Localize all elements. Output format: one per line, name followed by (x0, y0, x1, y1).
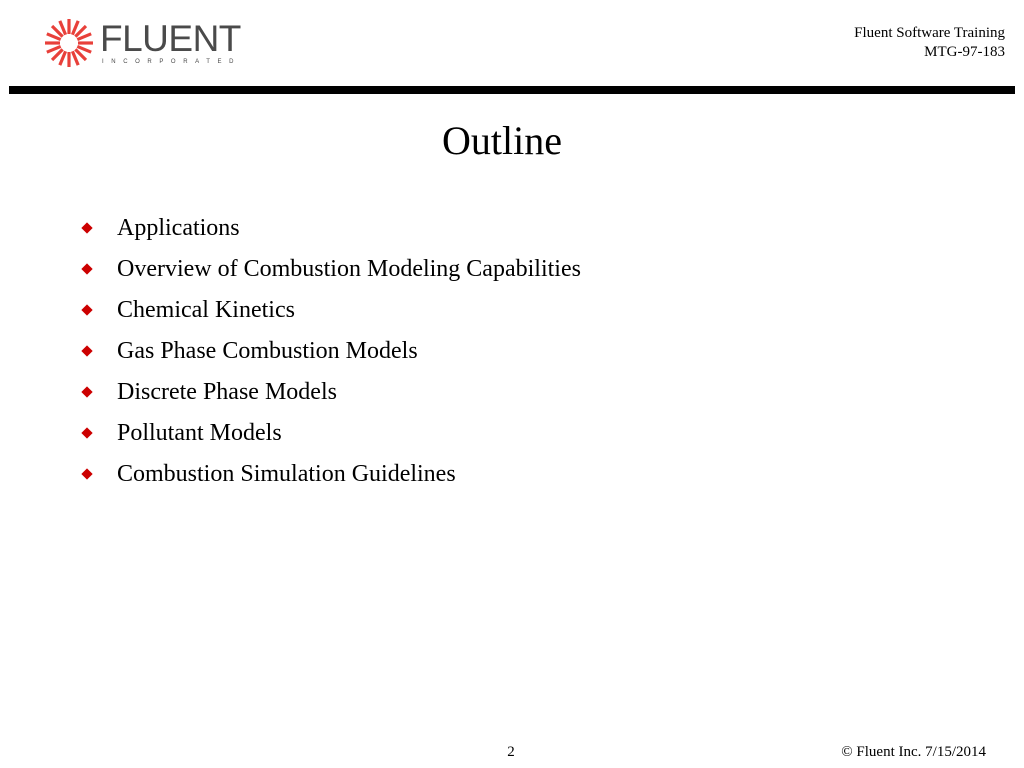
outline-item (80, 290, 581, 331)
outline-item (80, 331, 581, 372)
header-course-title: Fluent Software Training (854, 25, 1005, 41)
header-info (854, 24, 1005, 62)
header-course-code: MTG-97-183 (924, 44, 1005, 60)
diamond-bullet-icon (81, 468, 92, 479)
outline-item (80, 372, 581, 413)
diamond-bullet-icon (81, 386, 92, 397)
fluent-logo (44, 18, 242, 68)
outline-item-label: Chemical Kinetics (117, 297, 295, 323)
outline-item-label: Discrete Phase Models (117, 379, 337, 405)
outline-item-label: Combustion Simulation Guidelines (117, 461, 456, 487)
outline-item-label: Gas Phase Combustion Models (117, 338, 418, 364)
diamond-bullet-icon (81, 263, 92, 274)
starburst-icon (44, 18, 94, 68)
outline-item (80, 208, 581, 249)
logo-wordmark: FLUENT (100, 18, 241, 59)
diamond-bullet-icon (81, 427, 92, 438)
diamond-bullet-icon (81, 222, 92, 233)
diamond-bullet-icon (81, 304, 92, 315)
outline-item-label: Pollutant Models (117, 420, 282, 446)
slide-title: Outline (442, 118, 562, 163)
logo-subtitle: INCORPORATED (102, 59, 242, 65)
outline-item-label: Applications (117, 215, 240, 241)
header-divider (9, 86, 1015, 94)
copyright-notice: © Fluent Inc. 7/15/2014 (841, 744, 986, 760)
outline-item (80, 454, 581, 495)
outline-item (80, 249, 581, 290)
diamond-bullet-icon (81, 345, 92, 356)
page-number: 2 (507, 744, 515, 760)
outline-item (80, 413, 581, 454)
outline-list (80, 208, 581, 495)
outline-item-label: Overview of Combustion Modeling Capabilities (117, 256, 581, 282)
